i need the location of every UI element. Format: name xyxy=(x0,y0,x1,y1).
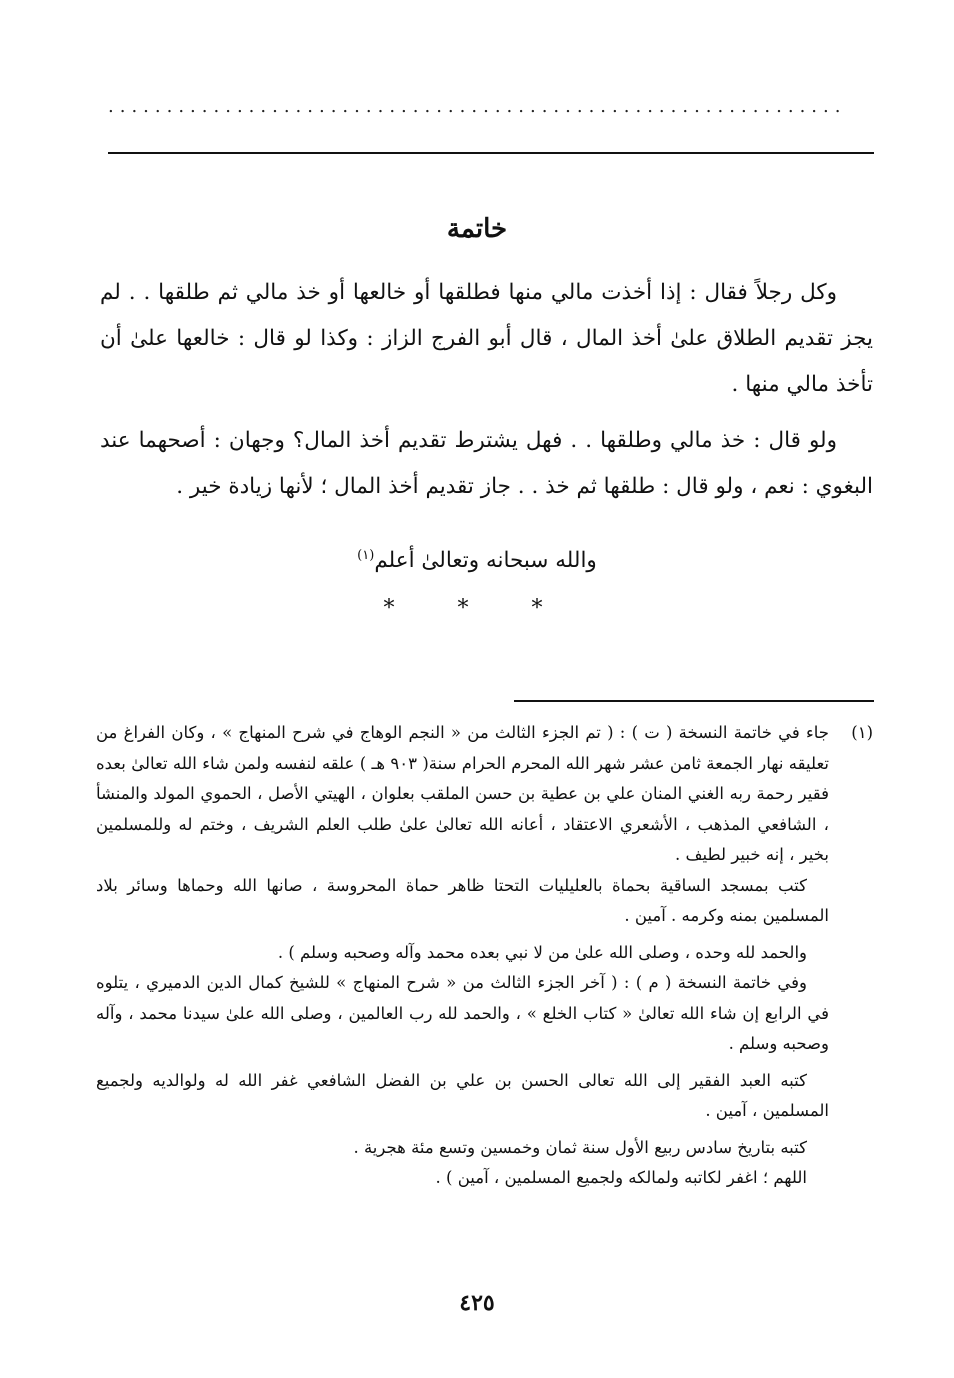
page-number: ٤٢٥ xyxy=(459,1290,495,1316)
section-title: خاتمة xyxy=(446,214,508,244)
footnote-1 xyxy=(96,718,873,1194)
footnote-ref: (١) xyxy=(357,548,375,563)
section-separator: * * * xyxy=(383,596,571,621)
footnote-body xyxy=(96,718,829,1194)
footnote-paragraph: كتب بمسجد الساقية بحماة بالعليليات التحتا ظاهر حماة المحروسة ، صانها الله وحماها وسائر بلاد المسلمين بمنه وكرمه . آمين . xyxy=(96,875,829,925)
footnote-paragraph: جاء في خاتمة النسخة ( ت ) : ( تم الجزء الثالث من « النجم الوهاج في شرح المنهاج » ، وكان الفراغ من تعليقه نهار الجمعة ثامن عشر شهر الله المحرم الحرام سنة( ٩٠٣ هـ ) علقه لنفسه ولمن شاء الله تعالىٰ بعده فقير رحمة ربه الغني المنان علي بن عطية بن حسن الملقب بعلوان ، الهيتي الأصل ، الحموي المولد والمنشأ ، الشافعي المذهب ، الأشعري الاعتقاد ، أعانه الله تعالىٰ علىٰ طلب العلم الشريف ، وختم له وللمسلمين بخير ، إنه خبير لطيف . xyxy=(96,723,829,864)
closing-text: والله سبحانه وتعالىٰ أعلم xyxy=(374,548,597,574)
footnote-number: (١) xyxy=(851,723,873,742)
body-paragraph-1: وكل رجلاً فقال : إذا أخذت مالي منها فطلقها أو خالعها أو خذ مالي ثم طلقها . . لم يجز تقديم الطلاق علىٰ أخذ المال ، قال أبو الفرج الزاز : وكذا لو قال : خالعها علىٰ أن تأخذ مالي منها . xyxy=(100,280,873,397)
footnotes xyxy=(96,718,873,1194)
header-rule xyxy=(108,152,874,154)
closing-line xyxy=(0,548,954,573)
footnote-paragraph: والحمد لله وحده ، وصلى الله علىٰ من لا نبي بعده محمد وآله وصحبه وسلم ) . xyxy=(277,942,807,962)
header-dotted-line: ............................................................... xyxy=(108,96,847,117)
main-text xyxy=(100,270,873,520)
footnote-paragraph: كتبه بتاريخ سادس ربيع الأول سنة ثمان وخمسين وتسع مئة هجرية . xyxy=(353,1137,807,1157)
body-paragraph-2: ولو قال : خذ مالي وطلقها . . فهل يشترط تقديم أخذ المال؟ وجهان : أصحهما عند البغوي : نعم ، ولو قال : طلقها ثم خذ . . جاز تقديم أخذ المال ؛ لأنها زيادة خير . xyxy=(100,428,873,499)
footnote-paragraph: اللهم ؛ اغفر لكاتبه ولمالكه ولجميع المسلمين ، آمين ) . xyxy=(435,1168,807,1187)
footnote-paragraph: وفي خاتمة النسخة ( م ) : ( آخر الجزء الثالث من « شرح المنهاج » للشيخ كمال الدين الدميري ، يتلوه في الرابع إن شاء الله تعالىٰ « كتاب الخلع » ، والحمد لله رب العالمين ، وصلى الله علىٰ سيدنا محمد ، وآله وصحبه وسلم . xyxy=(96,973,829,1053)
footnote-rule xyxy=(514,700,874,702)
footnote-paragraph: كتبه العبد الفقير إلى الله تعالى الحسن بن علي بن الفضل الشافعي غفر الله له ولوالديه ولجميع المسلمين ، آمين . xyxy=(96,1070,829,1120)
